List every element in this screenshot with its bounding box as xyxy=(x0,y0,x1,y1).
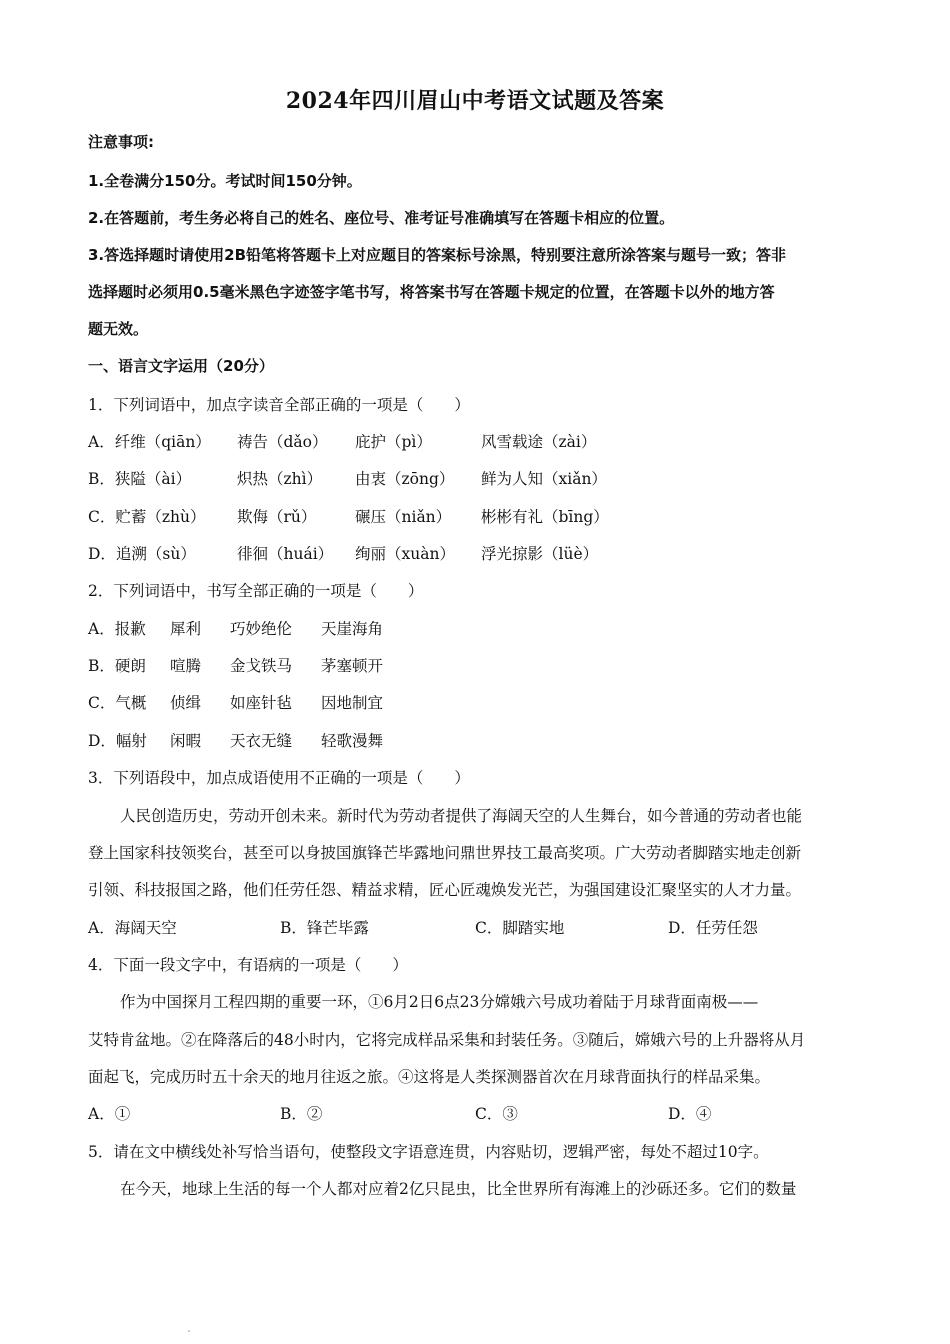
option: D．幅射 xyxy=(88,732,147,750)
option: B．硬朗 xyxy=(88,657,146,675)
passage-line: 作为中国探月工程四期的重要一环，①6月2日6点23分嫦娥六号成功着陆于月球背面南极—— xyxy=(120,993,759,1011)
option-word: 因地制宜 xyxy=(321,694,384,712)
option-word: 徘徊（huái） xyxy=(237,545,334,563)
option-word: 鲜为人知（xiǎn） xyxy=(481,470,607,488)
option: D．任劳任怨 xyxy=(668,919,758,937)
option-word: 欺侮（rǔ） xyxy=(237,508,317,526)
page-title: 2024年四川眉山中考语文试题及答案 xyxy=(285,88,665,114)
option: B．② xyxy=(280,1105,323,1123)
option: A．报歉 xyxy=(88,620,146,638)
option-word: 轻歌漫舞 xyxy=(321,732,384,750)
option: B．锋芒毕露 xyxy=(280,919,369,937)
passage-line: 在今天，地球上生活的每一个人都对应着2亿只昆虫，比全世界所有海滩上的沙砾还多。它们的数量 xyxy=(120,1180,797,1198)
option-word: 炽热（zhì） xyxy=(237,470,323,488)
option-word: 茅塞顿开 xyxy=(321,657,384,675)
option-word: 浮光掠影（lüè） xyxy=(481,545,599,563)
option: D．追溯（sù） xyxy=(88,545,196,563)
option: B．狭隘（ài） xyxy=(88,470,192,488)
option: A．① xyxy=(88,1105,131,1123)
section-heading: 一、语言文字运用（20分） xyxy=(88,357,274,375)
option: C．气概 xyxy=(88,694,147,712)
option-word: 喧腾 xyxy=(170,657,202,675)
option-word: 彬彬有礼（bīng） xyxy=(481,508,609,526)
notice-heading: 注意事项: xyxy=(88,133,154,151)
option-word: 巧妙绝伦 xyxy=(230,620,293,638)
option-word: 如座针毡 xyxy=(230,694,293,712)
option: A．纤维（qiān） xyxy=(88,433,211,451)
passage-line: 引领、科技报国之路，他们任劳任怨、精益求精，匠心匠魂焕发光芒，为强国建设汇聚坚实的人才力量。 xyxy=(88,881,802,899)
question-stem: 4．下面一段文字中，有语病的一项是（ ） xyxy=(88,956,408,974)
option-word: 犀利 xyxy=(170,620,202,638)
option-word: 闲暇 xyxy=(170,732,202,750)
notice-item: 题无效。 xyxy=(88,320,149,338)
option: C．③ xyxy=(475,1105,518,1123)
passage-line: 登上国家科技领奖台，甚至可以身披国旗锋芒毕露地问鼎世界技工最高奖项。广大劳动者脚踏实地走创新 xyxy=(88,844,802,862)
option-word: 庇护（pì） xyxy=(355,433,432,451)
question-stem: 5．请在文中横线处补写恰当语句，使整段文字语意连贯，内容贴切，逻辑严密，每处不超过10字。 xyxy=(88,1143,769,1161)
option-word: 由衷（zōng） xyxy=(355,470,455,488)
option: D．④ xyxy=(668,1105,712,1123)
option-word: 天衣无缝 xyxy=(230,732,293,750)
question-stem: 3．下列语段中，加点成语使用不正确的一项是（ ） xyxy=(88,769,470,787)
option-word: 风雪载途（zài） xyxy=(481,433,597,451)
notice-item: 2.在答题前，考生务必将自己的姓名、座位号、准考证号准确填写在答题卡相应的位置。 xyxy=(88,209,675,227)
option-word: 祷告（dǎo） xyxy=(237,433,328,451)
option-word: 碾压（niǎn） xyxy=(355,508,452,526)
passage-line: 人民创造历史，劳动开创未来。新时代为劳动者提供了海阔天空的人生舞台，如今普通的劳动者也能 xyxy=(120,807,803,825)
question-stem: 1．下列词语中，加点字读音全部正确的一项是（ ） xyxy=(88,396,470,414)
option-word: 天崖海角 xyxy=(321,620,384,638)
option: C．贮蓄（zhù） xyxy=(88,508,206,526)
option: A．海阔天空 xyxy=(88,919,177,937)
option: C．脚踏实地 xyxy=(475,919,565,937)
option-word: 侦缉 xyxy=(170,694,202,712)
option-word: 金戈铁马 xyxy=(230,657,293,675)
passage-line: 艾特肯盆地。②在降落后的48小时内，它将完成样品采集和封装任务。③随后，嫦娥六号的上升器将从月 xyxy=(88,1031,806,1049)
notice-item: 1.全卷满分150分。考试时间150分钟。 xyxy=(88,172,362,190)
passage-line: 面起飞，完成历时五十余天的地月往返之旅。④这将是人类探测器首次在月球背面执行的样品采集。 xyxy=(88,1068,771,1086)
notice-item: 3.答选择题时请使用2B铅笔将答题卡上对应题目的答案标号涂黑，特别要注意所涂答案与题号一致；答非 xyxy=(88,246,787,264)
question-stem: 2．下列词语中，书写全部正确的一项是（ ） xyxy=(88,582,424,600)
scan-dot xyxy=(188,1330,190,1332)
option-word: 绚丽（xuàn） xyxy=(355,545,455,563)
notice-item: 选择题时必须用0.5毫米黑色字迹签字笔书写，将答案书写在答题卡规定的位置，在答题卡以外的地方答 xyxy=(88,283,775,301)
